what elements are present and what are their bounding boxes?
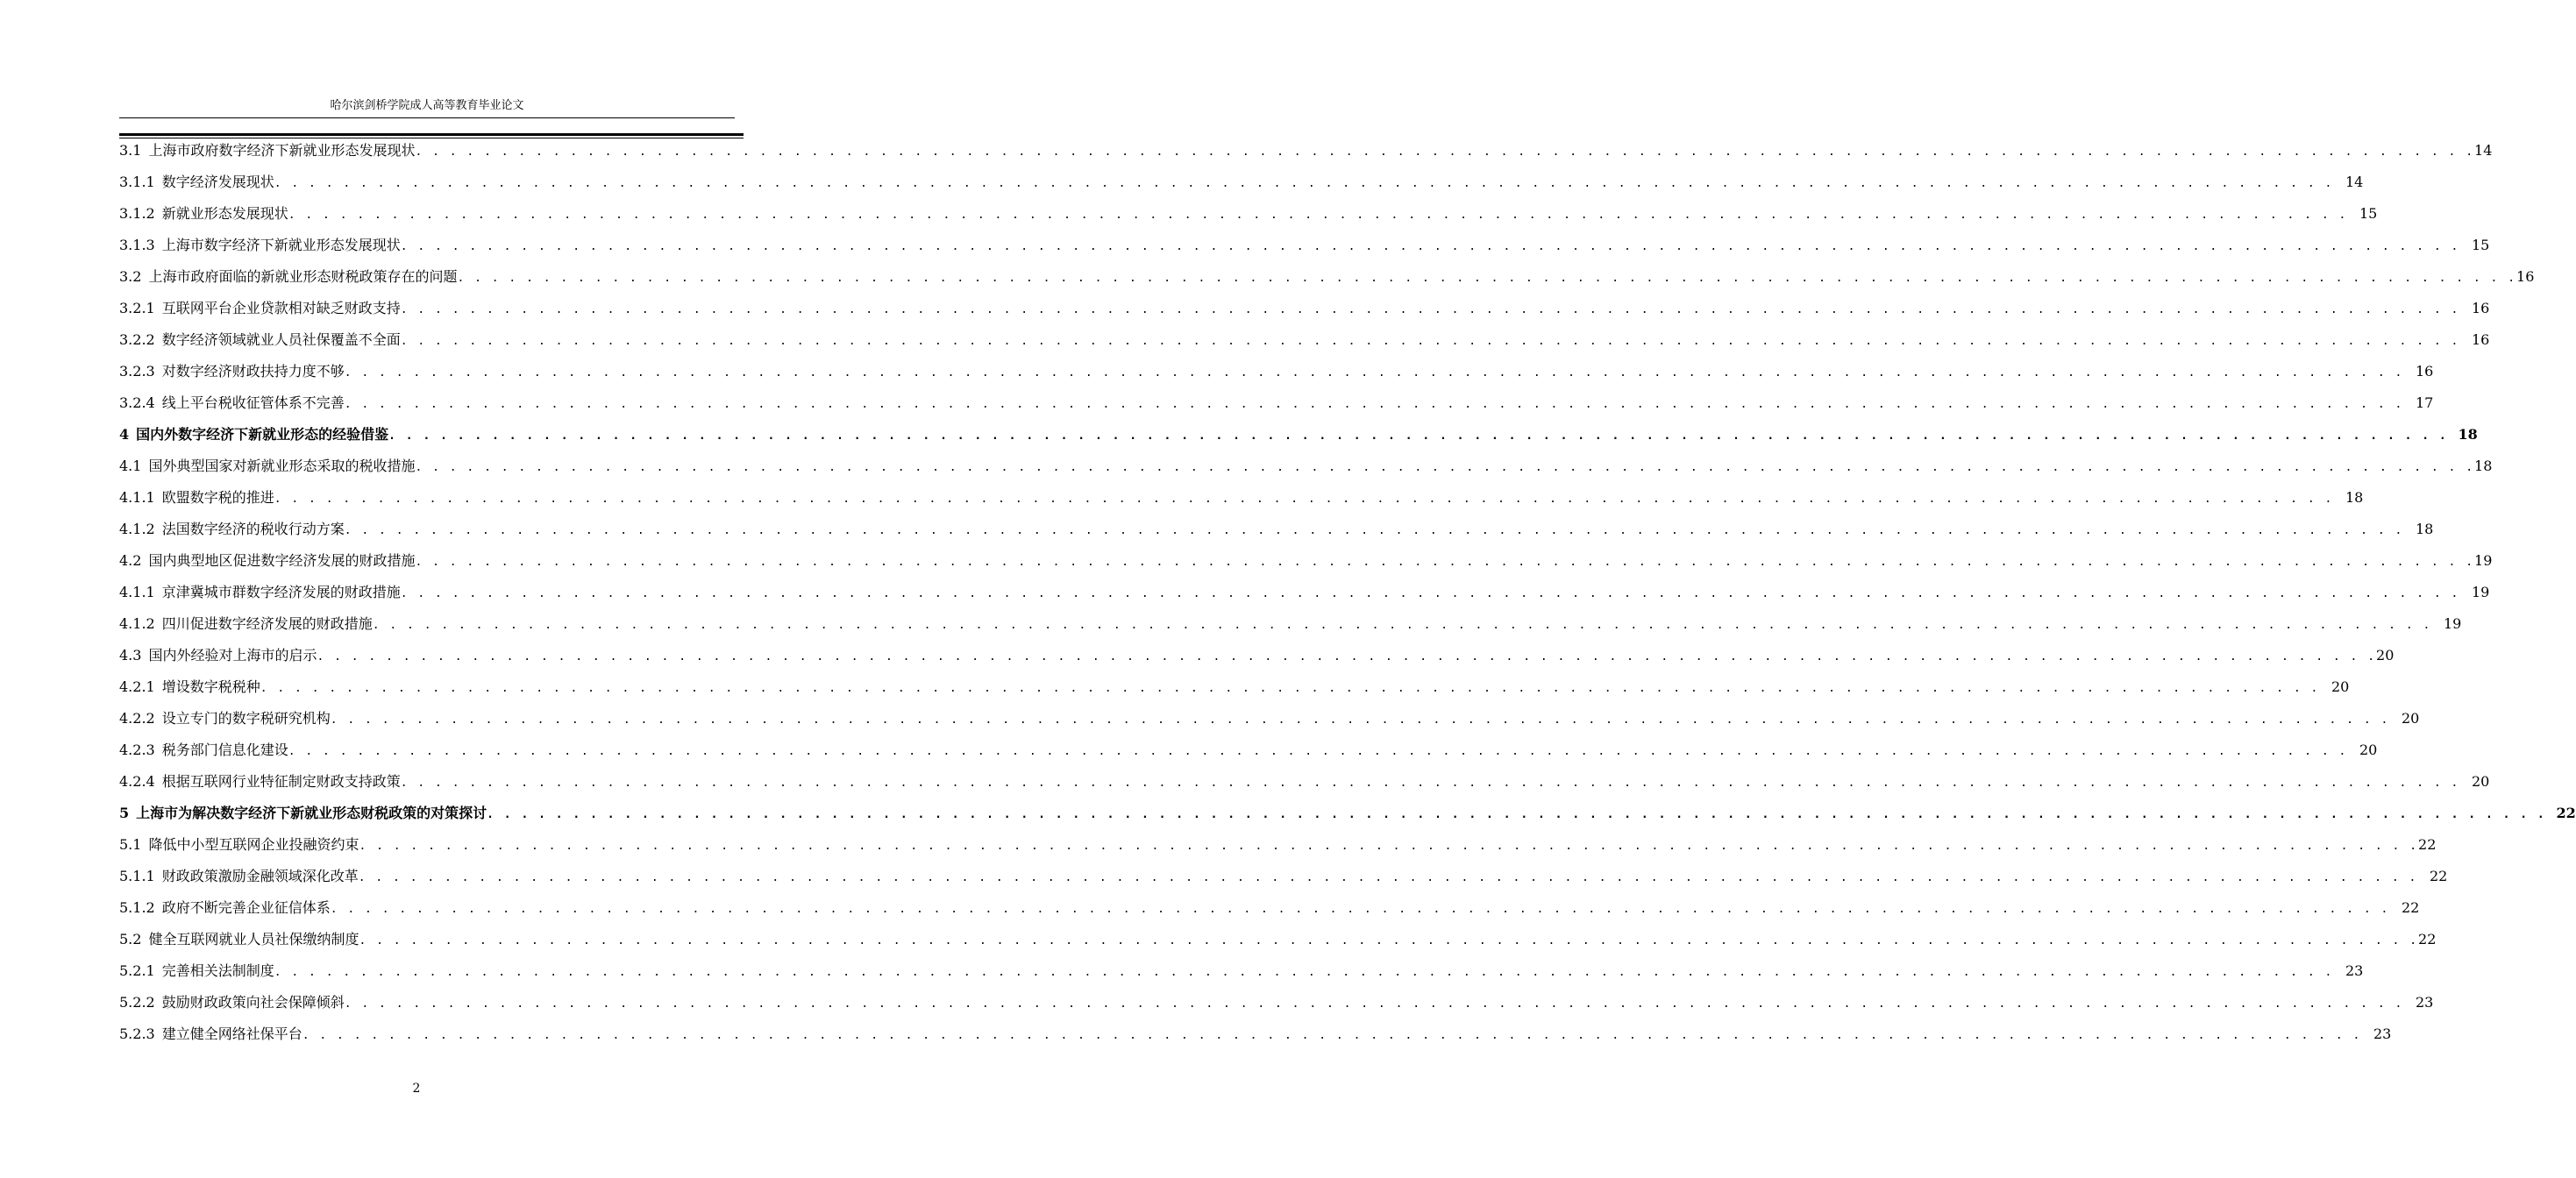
- toc-dot-leader: . . . . . . . . . . . . . . . . . . . . . . . . . . . . . . . . . . . . . . . . . . . . . . . . . . . . . . . . . . . . . . . . . . . . . . . . . . . . . . . . . . . . . . . . . . . . . . . . . . . . . . . . . . . . . . . . . . . . . . . .: [274, 966, 2334, 979]
- toc-entry[interactable]: [119, 232, 2490, 264]
- toc-entry-title: 互联网平台企业贷款相对缺乏财政支持: [161, 300, 401, 316]
- toc-entry-page: 16: [2471, 331, 2490, 348]
- toc-entry-page: 15: [2359, 205, 2378, 222]
- toc-entry-page: 15: [2471, 237, 2490, 253]
- toc-entry-page: 18: [2474, 458, 2493, 474]
- toc-entry-title: 健全互联网就业人员社保缴纳制度: [148, 931, 359, 947]
- toc-dot-leader: . . . . . . . . . . . . . . . . . . . . . . . . . . . . . . . . . . . . . . . . . . . . . . . . . . . . . . . . . . . . . . . . . . . . . . . . . . . . . . . . . . . . . . . . . . . . . . . . . . . . . . . . . . . . . . . . . . . . . . . .: [400, 777, 2460, 790]
- toc-dot-leader: . . . . . . . . . . . . . . . . . . . . . . . . . . . . . . . . . . . . . . . . . . . . . . . . . . . . . . . . . . . . . . . . . . . . . . . . . . . . . . . . . . . . . . . . . . . . . . . . . . . . . . . . . . . . . . . . . . . . . . . .: [415, 461, 2475, 474]
- toc-entry-number: 3.2.4: [119, 394, 155, 411]
- toc-entry-number: 5.1.2: [119, 899, 155, 916]
- toc-entry-number: 4.1.1: [119, 489, 155, 506]
- toc-entry-number: 4.1.1: [119, 584, 155, 600]
- toc-entry[interactable]: [119, 327, 2490, 358]
- toc-entry-number: 4.2.1: [119, 678, 155, 695]
- toc-entry-number: 4.2.3: [119, 742, 155, 758]
- toc-entry-number: 5.2.1: [119, 962, 155, 979]
- toc-entry[interactable]: [119, 169, 2364, 201]
- toc-dot-leader: . . . . . . . . . . . . . . . . . . . . . . . . . . . . . . . . . . . . . . . . . . . . . . . . . . . . . . . . . . . . . . . . . . . . . . . . . . . . . . . . . . . . . . . . . . . . . . . . . . . . . . . . . . . . . . . . . . . . . . . .: [359, 840, 2419, 853]
- toc-entry-page: 19: [2471, 584, 2490, 600]
- toc-dot-leader: . . . . . . . . . . . . . . . . . . . . . . . . . . . . . . . . . . . . . . . . . . . . . . . . . . . . . . . . . . . . . . . . . . . . . . . . . . . . . . . . . . . . . . . . . . . . . . . . . . . . . . . . . . . . . . . . . . . . . . . .: [344, 997, 2404, 1011]
- toc-entry-title: 税务部门信息化建设: [161, 742, 288, 758]
- toc-entry-title: 鼓励财政政策向社会保障倾斜: [161, 994, 345, 1011]
- toc-dot-leader: . . . . . . . . . . . . . . . . . . . . . . . . . . . . . . . . . . . . . . . . . . . . . . . . . . . . . . . . . . . . . . . . . . . . . . . . . . . . . . . . . . . . . . . . . . . . . . . . . . . . . . . . . . . . . . . . . . . . . . . .: [487, 808, 2546, 821]
- toc-entry-page: 20: [2359, 742, 2378, 758]
- toc-entry-title: 四川促进数字经济发展的财政措施: [161, 615, 373, 632]
- toc-entry[interactable]: [119, 138, 2493, 169]
- toc-entry-page: 22: [2429, 868, 2448, 884]
- header-divider: [119, 117, 735, 118]
- toc-entry-page: 19: [2474, 552, 2493, 569]
- toc-entry[interactable]: [119, 358, 2434, 390]
- toc-entry[interactable]: [119, 579, 2490, 611]
- toc-dot-leader: . . . . . . . . . . . . . . . . . . . . . . . . . . . . . . . . . . . . . . . . . . . . . . . . . . . . . . . . . . . . . . . . . . . . . . . . . . . . . . . . . . . . . . . . . . . . . . . . . . . . . . . . . . . . . . . . . . . . . . . .: [274, 177, 2334, 190]
- toc-entry-page: 19: [2443, 615, 2462, 632]
- toc-dot-leader: . . . . . . . . . . . . . . . . . . . . . . . . . . . . . . . . . . . . . . . . . . . . . . . . . . . . . . . . . . . . . . . . . . . . . . . . . . . . . . . . . . . . . . . . . . . . . . . . . . . . . . . . . . . . . . . . . . . . . . . .: [344, 524, 2404, 537]
- toc-entry-title: 欧盟数字税的推进: [161, 489, 274, 506]
- toc-entry-number: 3.2.1: [119, 300, 155, 316]
- toc-entry-number: 4.1: [119, 458, 142, 474]
- toc-entry[interactable]: [119, 390, 2434, 422]
- toc-entry[interactable]: [119, 422, 2478, 453]
- toc-entry-page: 23: [2373, 1025, 2392, 1042]
- toc-entry[interactable]: [119, 863, 2448, 895]
- toc-entry-number: 5.1: [119, 836, 142, 853]
- toc-dot-leader: . . . . . . . . . . . . . . . . . . . . . . . . . . . . . . . . . . . . . . . . . . . . . . . . . . . . . . . . . . . . . . . . . . . . . . . . . . . . . . . . . . . . . . . . . . . . . . . . . . . . . . . . . . . . . . . . . . . . . . . .: [330, 713, 2390, 727]
- toc-entry-title: 根据互联网行业特征制定财政支持政策: [161, 773, 401, 790]
- toc-entry-title: 国内典型地区促进数字经济发展的财政措施: [148, 552, 416, 569]
- toc-entry-title: 国内外经验对上海市的启示: [148, 647, 317, 664]
- toc-dot-leader: . . . . . . . . . . . . . . . . . . . . . . . . . . . . . . . . . . . . . . . . . . . . . . . . . . . . . . . . . . . . . . . . . . . . . . . . . . . . . . . . . . . . . . . . . . . . . . . . . . . . . . . . . . . . . . . . . . . . . . . .: [400, 587, 2460, 600]
- toc-entry-title: 建立健全网络社保平台: [161, 1025, 302, 1042]
- toc-entry-number: 5.1.1: [119, 868, 155, 884]
- toc-entry-page: 14: [2474, 142, 2493, 159]
- toc-entry-title: 国内外数字经济下新就业形态的经验借鉴: [136, 426, 389, 443]
- toc-entry[interactable]: [119, 800, 2576, 832]
- toc-dot-leader: . . . . . . . . . . . . . . . . . . . . . . . . . . . . . . . . . . . . . . . . . . . . . . . . . . . . . . . . . . . . . . . . . . . . . . . . . . . . . . . . . . . . . . . . . . . . . . . . . . . . . . . . . . . . . . . . . . . . . . . .: [288, 745, 2348, 758]
- page-header-title: 哈尔滨剑桥学院成人高等教育毕业论文: [330, 99, 524, 112]
- toc-entry-page: 20: [2471, 773, 2490, 790]
- toc-entry-number: 3.2: [119, 268, 142, 285]
- toc-entry-page: 22: [2401, 899, 2420, 916]
- toc-entry-title: 上海市政府数字经济下新就业形态发展现状: [148, 142, 416, 159]
- toc-dot-leader: . . . . . . . . . . . . . . . . . . . . . . . . . . . . . . . . . . . . . . . . . . . . . . . . . . . . . . . . . . . . . . . . . . . . . . . . . . . . . . . . . . . . . . . . . . . . . . . . . . . . . . . . . . . . . . . . . . . . . . . .: [400, 240, 2460, 253]
- toc-entry[interactable]: [119, 516, 2434, 548]
- toc-entry-title: 法国数字经济的税收行动方案: [161, 521, 345, 537]
- toc-dot-leader: . . . . . . . . . . . . . . . . . . . . . . . . . . . . . . . . . . . . . . . . . . . . . . . . . . . . . . . . . . . . . . . . . . . . . . . . . . . . . . . . . . . . . . . . . . . . . . . . . . . . . . . . . . . . . . . . . . . . . . . .: [388, 429, 2448, 443]
- toc-entry-page: 20: [2330, 678, 2350, 695]
- toc-entry[interactable]: [119, 926, 2437, 958]
- toc-entry-title: 京津冀城市群数字经济发展的财政措施: [161, 584, 401, 600]
- toc-entry-title: 财政政策激励金融领域深化改革: [161, 868, 359, 884]
- toc-entry[interactable]: [119, 485, 2364, 516]
- toc-entry-title: 上海市为解决数字经济下新就业形态财税政策的对策探讨: [136, 805, 487, 821]
- toc-entry-title: 新就业形态发展现状: [161, 205, 288, 222]
- toc-entry-page: 16: [2471, 300, 2490, 316]
- toc-entry-number: 4.2: [119, 552, 142, 569]
- toc-entry-title: 增设数字税税种: [161, 678, 260, 695]
- toc-entry[interactable]: [119, 548, 2493, 579]
- toc-entry-page: 16: [2516, 268, 2535, 285]
- toc-entry[interactable]: [119, 769, 2490, 800]
- toc-dot-leader: . . . . . . . . . . . . . . . . . . . . . . . . . . . . . . . . . . . . . . . . . . . . . . . . . . . . . . . . . . . . . . . . . . . . . . . . . . . . . . . . . . . . . . . . . . . . . . . . . . . . . . . . . . . . . . . . . . . . . . . .: [288, 209, 2348, 222]
- toc-entry-page: 20: [2376, 647, 2395, 664]
- toc-entry-number: 5.2.2: [119, 994, 155, 1011]
- toc-entry-title: 政府不断完善企业征信体系: [161, 899, 331, 916]
- toc-entry[interactable]: [119, 990, 2434, 1021]
- toc-dot-leader: . . . . . . . . . . . . . . . . . . . . . . . . . . . . . . . . . . . . . . . . . . . . . . . . . . . . . . . . . . . . . . . . . . . . . . . . . . . . . . . . . . . . . . . . . . . . . . . . . . . . . . . . . . . . . . . . . . . . . . . .: [274, 493, 2334, 506]
- toc-entry-number: 3.1.1: [119, 174, 155, 190]
- toc-entry-page: 18: [2345, 489, 2364, 506]
- toc-dot-leader: . . . . . . . . . . . . . . . . . . . . . . . . . . . . . . . . . . . . . . . . . . . . . . . . . . . . . . . . . . . . . . . . . . . . . . . . . . . . . . . . . . . . . . . . . . . . . . . . . . . . . . . . . . . . . . . . . . . . . . . .: [400, 303, 2460, 316]
- toc-entry-title: 降低中小型互联网企业投融资约束: [148, 836, 359, 853]
- toc-entry[interactable]: [119, 1021, 2392, 1053]
- toc-dot-leader: . . . . . . . . . . . . . . . . . . . . . . . . . . . . . . . . . . . . . . . . . . . . . . . . . . . . . . . . . . . . . . . . . . . . . . . . . . . . . . . . . . . . . . . . . . . . . . . . . . . . . . . . . . . . . . . . . . . . . . . .: [330, 903, 2390, 916]
- toc-entry-page: 22: [2556, 805, 2576, 821]
- toc-entry-title: 完善相关法制制度: [161, 962, 274, 979]
- toc-dot-leader: . . . . . . . . . . . . . . . . . . . . . . . . . . . . . . . . . . . . . . . . . . . . . . . . . . . . . . . . . . . . . . . . . . . . . . . . . . . . . . . . . . . . . . . . . . . . . . . . . . . . . . . . . . . . . . . . . . . . . . . .: [260, 682, 2320, 695]
- page-number: 2: [412, 1082, 421, 1096]
- toc-entry-number: 3.1: [119, 142, 142, 159]
- toc-entry-number: 3.2.3: [119, 363, 155, 380]
- toc-entry-number: 3.2.2: [119, 331, 155, 348]
- toc-entry[interactable]: [119, 453, 2493, 485]
- table-of-contents: [119, 138, 2576, 1053]
- toc-dot-leader: . . . . . . . . . . . . . . . . . . . . . . . . . . . . . . . . . . . . . . . . . . . . . . . . . . . . . . . . . . . . . . . . . . . . . . . . . . . . . . . . . . . . . . . . . . . . . . . . . . . . . . . . . . . . . . . . . . . . . . . .: [358, 871, 2418, 884]
- toc-dot-leader: . . . . . . . . . . . . . . . . . . . . . . . . . . . . . . . . . . . . . . . . . . . . . . . . . . . . . . . . . . . . . . . . . . . . . . . . . . . . . . . . . . . . . . . . . . . . . . . . . . . . . . . . . . . . . . . . . . . . . . . .: [344, 398, 2404, 411]
- toc-dot-leader: . . . . . . . . . . . . . . . . . . . . . . . . . . . . . . . . . . . . . . . . . . . . . . . . . . . . . . . . . . . . . . . . . . . . . . . . . . . . . . . . . . . . . . . . . . . . . . . . . . . . . . . . . . . . . . . . . . . . . . . .: [359, 934, 2419, 947]
- toc-entry[interactable]: [119, 895, 2420, 926]
- toc-dot-leader: . . . . . . . . . . . . . . . . . . . . . . . . . . . . . . . . . . . . . . . . . . . . . . . . . . . . . . . . . . . . . . . . . . . . . . . . . . . . . . . . . . . . . . . . . . . . . . . . . . . . . . . . . . . . . . . . . . . . . . . .: [372, 619, 2432, 632]
- toc-entry-page: 17: [2415, 394, 2434, 411]
- toc-entry-page: 22: [2418, 931, 2437, 947]
- toc-entry-number: 4.1.2: [119, 521, 155, 537]
- toc-entry-page: 18: [2458, 426, 2478, 443]
- toc-entry-page: 23: [2345, 962, 2364, 979]
- toc-dot-leader: . . . . . . . . . . . . . . . . . . . . . . . . . . . . . . . . . . . . . . . . . . . . . . . . . . . . . . . . . . . . . . . . . . . . . . . . . . . . . . . . . . . . . . . . . . . . . . . . . . . . . . . . . . . . . . . . . . . . . . . .: [457, 272, 2517, 285]
- toc-dot-leader: . . . . . . . . . . . . . . . . . . . . . . . . . . . . . . . . . . . . . . . . . . . . . . . . . . . . . . . . . . . . . . . . . . . . . . . . . . . . . . . . . . . . . . . . . . . . . . . . . . . . . . . . . . . . . . . . . . . . . . . .: [302, 1029, 2362, 1042]
- toc-entry-number: 4.3: [119, 647, 142, 664]
- toc-entry[interactable]: [119, 832, 2437, 863]
- toc-entry[interactable]: [119, 611, 2462, 642]
- toc-entry[interactable]: [119, 674, 2350, 706]
- toc-entry-page: 16: [2415, 363, 2434, 380]
- toc-entry-title: 数字经济领域就业人员社保覆盖不全面: [161, 331, 401, 348]
- toc-entry-title: 国外典型国家对新就业形态采取的税收措施: [148, 458, 416, 474]
- toc-entry[interactable]: [119, 295, 2490, 327]
- toc-entry-number: 4.2.4: [119, 773, 155, 790]
- toc-entry-title: 设立专门的数字税研究机构: [161, 710, 331, 727]
- toc-entry-page: 23: [2415, 994, 2434, 1011]
- toc-dot-leader: . . . . . . . . . . . . . . . . . . . . . . . . . . . . . . . . . . . . . . . . . . . . . . . . . . . . . . . . . . . . . . . . . . . . . . . . . . . . . . . . . . . . . . . . . . . . . . . . . . . . . . . . . . . . . . . . . . . . . . . .: [317, 650, 2377, 664]
- toc-entry-title: 上海市政府面临的新就业形态财税政策存在的问题: [148, 268, 458, 285]
- toc-entry-number: 5.2.3: [119, 1025, 155, 1042]
- toc-entry[interactable]: [119, 642, 2395, 674]
- toc-entry-page: 14: [2345, 174, 2364, 190]
- toc-entry-number: 4: [119, 426, 130, 443]
- toc-entry-page: 18: [2415, 521, 2434, 537]
- toc-dot-leader: . . . . . . . . . . . . . . . . . . . . . . . . . . . . . . . . . . . . . . . . . . . . . . . . . . . . . . . . . . . . . . . . . . . . . . . . . . . . . . . . . . . . . . . . . . . . . . . . . . . . . . . . . . . . . . . . . . . . . . . .: [344, 366, 2404, 380]
- toc-entry-title: 上海市数字经济下新就业形态发展现状: [161, 237, 401, 253]
- toc-entry-number: 4.1.2: [119, 615, 155, 632]
- toc-entry-number: 3.1.3: [119, 237, 155, 253]
- toc-entry-title: 线上平台税收征管体系不完善: [161, 394, 345, 411]
- toc-entry-number: 3.1.2: [119, 205, 155, 222]
- toc-entry[interactable]: [119, 264, 2535, 295]
- toc-entry[interactable]: [119, 706, 2420, 737]
- toc-dot-leader: . . . . . . . . . . . . . . . . . . . . . . . . . . . . . . . . . . . . . . . . . . . . . . . . . . . . . . . . . . . . . . . . . . . . . . . . . . . . . . . . . . . . . . . . . . . . . . . . . . . . . . . . . . . . . . . . . . . . . . . .: [415, 556, 2475, 569]
- toc-entry-title: 对数字经济财政扶持力度不够: [161, 363, 345, 380]
- toc-entry-number: 5.2: [119, 931, 142, 947]
- toc-entry[interactable]: [119, 737, 2378, 769]
- toc-dot-leader: . . . . . . . . . . . . . . . . . . . . . . . . . . . . . . . . . . . . . . . . . . . . . . . . . . . . . . . . . . . . . . . . . . . . . . . . . . . . . . . . . . . . . . . . . . . . . . . . . . . . . . . . . . . . . . . . . . . . . . . .: [415, 145, 2475, 159]
- toc-entry-number: 4.2.2: [119, 710, 155, 727]
- toc-entry-number: 5: [119, 805, 130, 821]
- toc-entry[interactable]: [119, 201, 2378, 232]
- toc-entry-title: 数字经济发展现状: [161, 174, 274, 190]
- toc-entry-page: 20: [2401, 710, 2420, 727]
- toc-dot-leader: . . . . . . . . . . . . . . . . . . . . . . . . . . . . . . . . . . . . . . . . . . . . . . . . . . . . . . . . . . . . . . . . . . . . . . . . . . . . . . . . . . . . . . . . . . . . . . . . . . . . . . . . . . . . . . . . . . . . . . . .: [400, 335, 2460, 348]
- toc-entry-page: 22: [2418, 836, 2437, 853]
- toc-entry[interactable]: [119, 958, 2364, 990]
